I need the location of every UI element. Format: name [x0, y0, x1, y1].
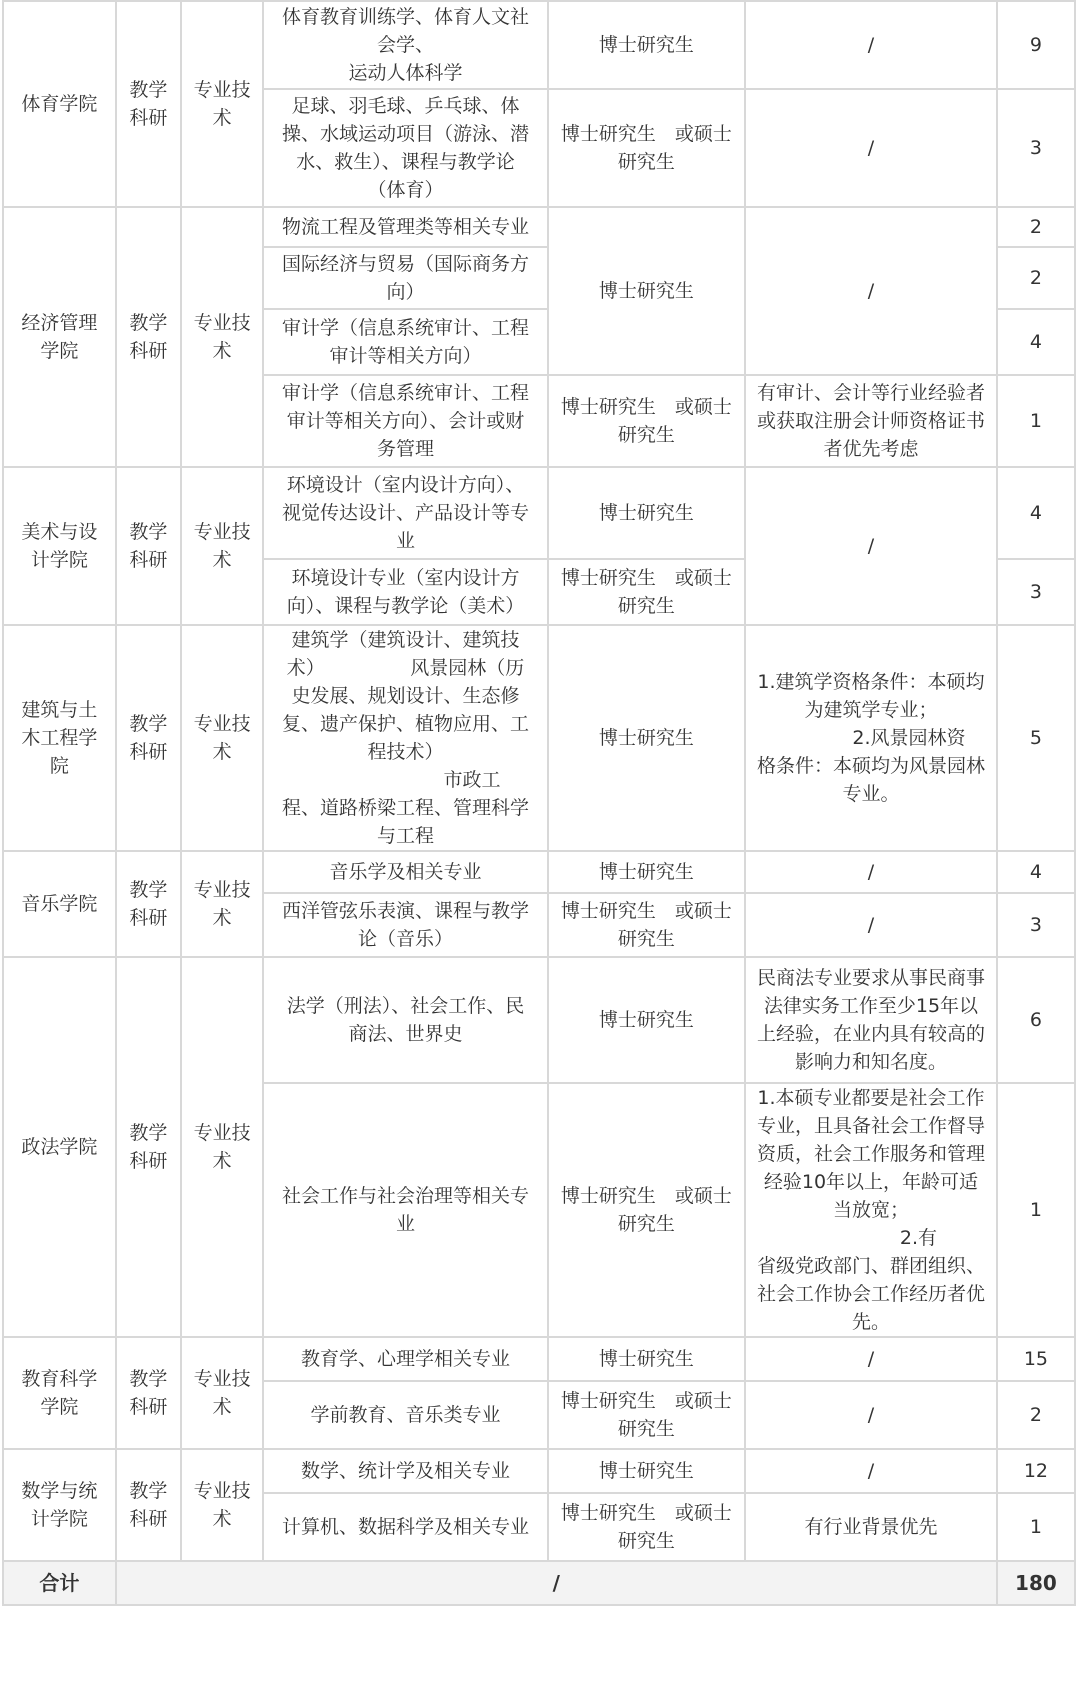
major-cell: 足球、羽毛球、乒乓球、体 操、水域运动项目（游泳、潜 水、救生）、课程与教学论 （体育） [263, 89, 547, 207]
category-cell: 教学 科研 [116, 1, 181, 207]
college-cell: 美术与设 计学院 [3, 467, 116, 625]
category-cell: 教学 科研 [116, 625, 181, 851]
degree-cell: 博士研究生 或硕士 研究生 [548, 375, 745, 467]
requirement-cell: / [745, 893, 997, 957]
degree-cell: 博士研究生 或硕士 研究生 [548, 893, 745, 957]
college-cell: 经济管理 学院 [3, 207, 116, 467]
headcount-cell: 6 [997, 957, 1075, 1083]
table-row [3, 957, 1075, 1083]
recruitment-table [2, 0, 1076, 1606]
type-cell: 专业技 术 [181, 207, 263, 467]
degree-cell: 博士研究生 或硕士 研究生 [548, 559, 745, 625]
type-cell: 专业技 术 [181, 467, 263, 625]
major-cell: 审计学（信息系统审计、工程 审计等相关方向） [263, 309, 547, 375]
major-cell: 法学（刑法）、社会工作、民 商法、世界史 [263, 957, 547, 1083]
category-cell: 教学 科研 [116, 207, 181, 467]
headcount-cell: 4 [997, 467, 1075, 559]
major-cell: 国际经济与贸易（国际商务方 向） [263, 247, 547, 309]
requirement-cell: 1.建筑学资格条件：本硕均 为建筑学专业； 2.风景园林资 格条件：本硕均为风景园林 专业。 [745, 625, 997, 851]
major-cell: 建筑学（建筑设计、建筑技 术） 风景园林（历 史发展、规划设计、生态修 复、遗产保护、植物应用、工 程技术） 市政工 程、道路桥梁工程、管理科学 与工程 [263, 625, 547, 851]
requirement-cell: 有行业背景优先 [745, 1493, 997, 1561]
requirement-cell: 有审计、会计等行业经验者 或获取注册会计师资格证书 者优先考虑 [745, 375, 997, 467]
major-cell: 教育学、心理学相关专业 [263, 1337, 547, 1381]
table-row [3, 851, 1075, 893]
degree-cell: 博士研究生 或硕士 研究生 [548, 1493, 745, 1561]
degree-cell: 博士研究生 或硕士 研究生 [548, 89, 745, 207]
total-label: 合计 [3, 1561, 116, 1605]
type-cell: 专业技 术 [181, 1, 263, 207]
headcount-cell: 5 [997, 625, 1075, 851]
degree-cell: 博士研究生 或硕士 研究生 [548, 1083, 745, 1337]
total-row [3, 1561, 1075, 1605]
requirement-cell: / [745, 851, 997, 893]
category-cell: 教学 科研 [116, 467, 181, 625]
headcount-cell: 2 [997, 207, 1075, 247]
headcount-cell: 1 [997, 375, 1075, 467]
type-cell: 专业技 术 [181, 851, 263, 957]
major-cell: 环境设计专业（室内设计方 向）、课程与教学论（美术） [263, 559, 547, 625]
requirement-cell: / [745, 467, 997, 625]
headcount-cell: 9 [997, 1, 1075, 89]
college-cell: 数学与统 计学院 [3, 1449, 116, 1561]
requirement-cell: / [745, 1, 997, 89]
total-headcount: 180 [997, 1561, 1075, 1605]
table-row [3, 467, 1075, 559]
type-cell: 专业技 术 [181, 625, 263, 851]
headcount-cell: 15 [997, 1337, 1075, 1381]
requirement-cell: / [745, 1381, 997, 1449]
requirement-cell: / [745, 1337, 997, 1381]
table-row [3, 625, 1075, 851]
headcount-cell: 4 [997, 851, 1075, 893]
major-cell: 社会工作与社会治理等相关专 业 [263, 1083, 547, 1337]
headcount-cell: 2 [997, 1381, 1075, 1449]
type-cell: 专业技 术 [181, 1337, 263, 1449]
college-cell: 体育学院 [3, 1, 116, 207]
requirement-cell: / [745, 1449, 997, 1493]
major-cell: 物流工程及管理类等相关专业 [263, 207, 547, 247]
requirement-cell: 民商法专业要求从事民商事 法律实务工作至少15年以 上经验，在业内具有较高的 影响力和知名度。 [745, 957, 997, 1083]
headcount-cell: 4 [997, 309, 1075, 375]
category-cell: 教学 科研 [116, 1337, 181, 1449]
college-cell: 音乐学院 [3, 851, 116, 957]
major-cell: 计算机、数据科学及相关专业 [263, 1493, 547, 1561]
table-row [3, 1, 1075, 89]
college-cell: 政法学院 [3, 957, 116, 1337]
degree-cell: 博士研究生 [548, 957, 745, 1083]
category-cell: 教学 科研 [116, 1449, 181, 1561]
degree-cell: 博士研究生 [548, 467, 745, 559]
major-cell: 音乐学及相关专业 [263, 851, 547, 893]
major-cell: 环境设计（室内设计方向）、 视觉传达设计、产品设计等专 业 [263, 467, 547, 559]
category-cell: 教学 科研 [116, 957, 181, 1337]
headcount-cell: 3 [997, 89, 1075, 207]
college-cell: 教育科学 学院 [3, 1337, 116, 1449]
category-cell: 教学 科研 [116, 851, 181, 957]
major-cell: 数学、统计学及相关专业 [263, 1449, 547, 1493]
degree-cell: 博士研究生 [548, 1449, 745, 1493]
headcount-cell: 1 [997, 1493, 1075, 1561]
total-slash: / [116, 1561, 997, 1605]
degree-cell: 博士研究生 或硕士 研究生 [548, 1381, 745, 1449]
headcount-cell: 3 [997, 559, 1075, 625]
degree-cell: 博士研究生 [548, 625, 745, 851]
major-cell: 学前教育、音乐类专业 [263, 1381, 547, 1449]
headcount-cell: 3 [997, 893, 1075, 957]
major-cell: 审计学（信息系统审计、工程 审计等相关方向）、会计或财 务管理 [263, 375, 547, 467]
type-cell: 专业技 术 [181, 1449, 263, 1561]
type-cell: 专业技 术 [181, 957, 263, 1337]
degree-cell: 博士研究生 [548, 851, 745, 893]
table-row [3, 1449, 1075, 1493]
major-cell: 体育教育训练学、体育人文社 会学、 运动人体科学 [263, 1, 547, 89]
table-row [3, 1337, 1075, 1381]
college-cell: 建筑与土 木工程学 院 [3, 625, 116, 851]
headcount-cell: 1 [997, 1083, 1075, 1337]
major-cell: 西洋管弦乐表演、课程与教学 论（音乐） [263, 893, 547, 957]
degree-cell: 博士研究生 [548, 207, 745, 375]
degree-cell: 博士研究生 [548, 1337, 745, 1381]
requirement-cell: / [745, 207, 997, 375]
degree-cell: 博士研究生 [548, 1, 745, 89]
headcount-cell: 2 [997, 247, 1075, 309]
table-row [3, 207, 1075, 247]
requirement-cell: 1.本硕专业都要是社会工作 专业，且具备社会工作督导 资质，社会工作服务和管理 经验10年以上，年龄可适 当放宽； 2.有 省级党政部门、群团组织、 社会工作协会工作经历者优 先。 [745, 1083, 997, 1337]
headcount-cell: 12 [997, 1449, 1075, 1493]
requirement-cell: / [745, 89, 997, 207]
